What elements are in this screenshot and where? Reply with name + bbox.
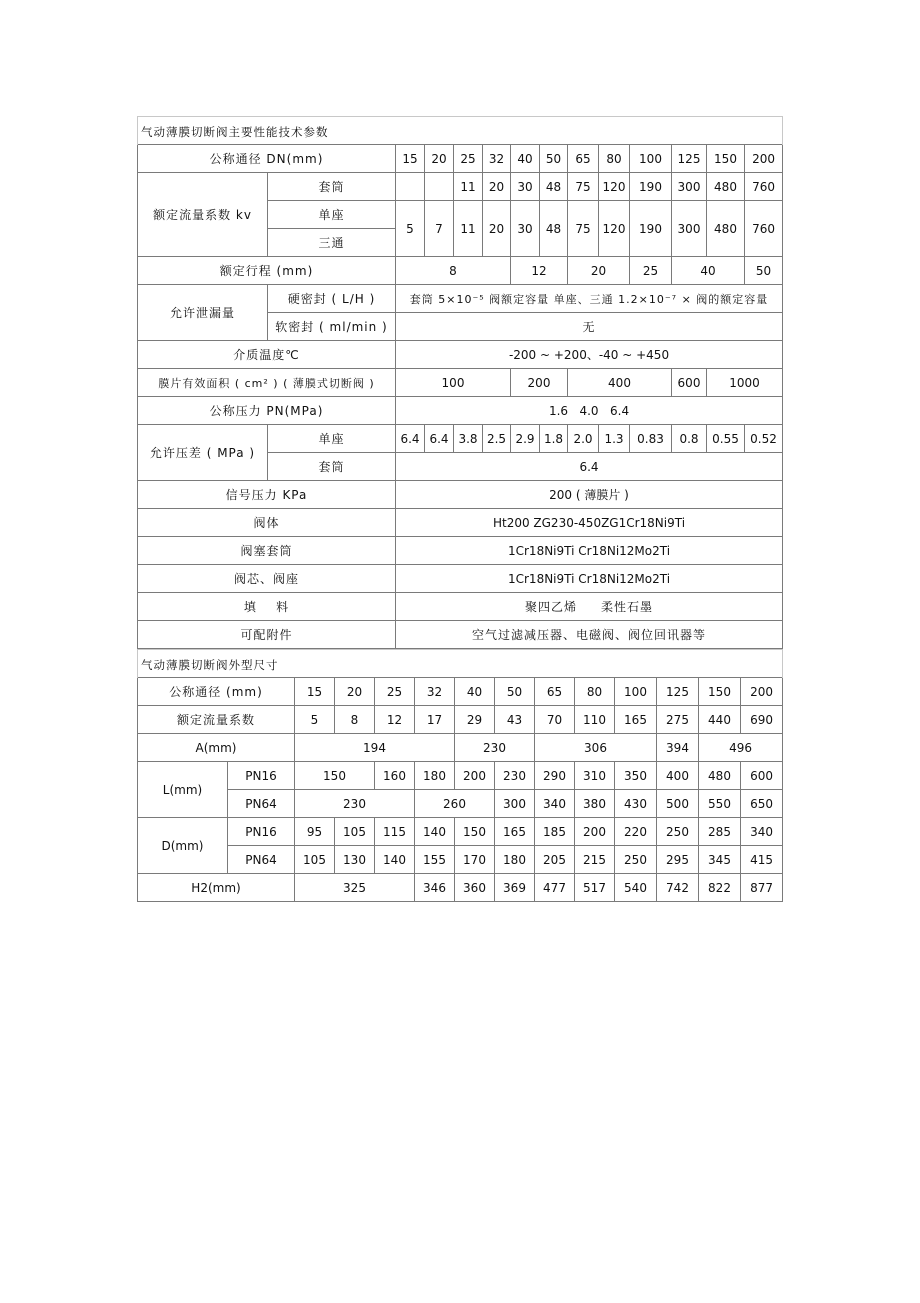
kv-cell [425, 173, 454, 201]
dim-d-cell: 340 [741, 818, 783, 846]
signal-row [138, 481, 783, 509]
pn-value: 1.6 4.0 6.4 [396, 397, 783, 425]
dim-d-cell: 205 [535, 846, 575, 874]
kv-cell: 75 [568, 173, 599, 201]
dp-single-row [138, 425, 783, 453]
dim-kv-cell: 43 [495, 706, 535, 734]
dn-cell: 50 [540, 145, 568, 173]
document-sheet [137, 116, 782, 902]
dim-d-cell: 105 [295, 846, 335, 874]
dim-a-cell: 306 [535, 734, 657, 762]
dp-cell: 0.55 [707, 425, 745, 453]
dim-d-cell: 415 [741, 846, 783, 874]
dim-a-label: A(mm) [138, 734, 295, 762]
dim-dn-cell: 80 [575, 678, 615, 706]
kv-cell [396, 173, 425, 201]
kv-cell: 300 [672, 173, 707, 201]
dim-d-pn16-row [138, 818, 783, 846]
stroke-cell: 12 [511, 257, 568, 285]
area-cell: 100 [396, 369, 511, 397]
area-cell: 1000 [707, 369, 783, 397]
dim-d-cell: 185 [535, 818, 575, 846]
dim-d-pn64-label: PN64 [228, 846, 295, 874]
accessory-row [138, 621, 783, 649]
kv-sleeve-label: 套筒 [268, 173, 396, 201]
kv-cell: 120 [599, 173, 630, 201]
dim-h2-cell: 369 [495, 874, 535, 902]
dim-kv-cell: 5 [295, 706, 335, 734]
area-cell: 600 [672, 369, 707, 397]
leak-hard-row [138, 285, 783, 313]
stroke-cell: 25 [630, 257, 672, 285]
dn-cell: 100 [630, 145, 672, 173]
stroke-label: 额定行程 (mm) [138, 257, 396, 285]
dn-cell: 32 [483, 145, 511, 173]
dim-dn-row [138, 678, 783, 706]
dn-cell: 80 [599, 145, 630, 173]
dim-h2-cell: 877 [741, 874, 783, 902]
dim-d-cell: 130 [335, 846, 375, 874]
stroke-cell: 20 [568, 257, 630, 285]
dim-l-pn64-row [138, 790, 783, 818]
dim-kv-cell: 690 [741, 706, 783, 734]
dp-cell: 0.8 [672, 425, 707, 453]
dim-dn-cell: 200 [741, 678, 783, 706]
dim-dn-cell: 15 [295, 678, 335, 706]
dim-l-cell: 290 [535, 762, 575, 790]
dim-d-pn64-row [138, 846, 783, 874]
dn-cell: 200 [745, 145, 783, 173]
dim-kv-label: 额定流量系数 [138, 706, 295, 734]
dim-dn-cell: 150 [699, 678, 741, 706]
kv-cell: 760 [745, 201, 783, 257]
dim-d-pn16-label: PN16 [228, 818, 295, 846]
kv-sleeve-row [138, 173, 783, 201]
dp-cell: 6.4 [396, 425, 425, 453]
dim-l-pn16-label: PN16 [228, 762, 295, 790]
dim-a-cell: 230 [455, 734, 535, 762]
dp-cell: 0.52 [745, 425, 783, 453]
dim-d-cell: 215 [575, 846, 615, 874]
kv-cell: 75 [568, 201, 599, 257]
dim-h2-cell: 517 [575, 874, 615, 902]
dn-cell: 15 [396, 145, 425, 173]
dim-l-cell: 430 [615, 790, 657, 818]
kv-cell: 120 [599, 201, 630, 257]
dn-cell: 65 [568, 145, 599, 173]
area-cell: 200 [511, 369, 568, 397]
dim-kv-cell: 70 [535, 706, 575, 734]
pn-label: 公称压力 PN(MPa) [138, 397, 396, 425]
dim-d-cell: 200 [575, 818, 615, 846]
dim-d-label: D(mm) [138, 818, 228, 874]
dim-a-row [138, 734, 783, 762]
dp-sleeve-value: 6.4 [396, 453, 783, 481]
kv-cell: 20 [483, 173, 511, 201]
dim-l-cell: 230 [295, 790, 415, 818]
dim-kv-cell: 17 [415, 706, 455, 734]
accessory-value: 空气过滤减压器、电磁阀、阀位回讯器等 [396, 621, 783, 649]
area-label: 膜片有效面积 ( cm² ) ( 薄膜式切断阀 ) [138, 369, 396, 397]
dim-dn-cell: 20 [335, 678, 375, 706]
dim-d-cell: 115 [375, 818, 415, 846]
dim-l-cell: 340 [535, 790, 575, 818]
leak-soft-label: 软密封 ( ml/min ) [268, 313, 396, 341]
dim-l-cell: 180 [415, 762, 455, 790]
dim-l-label: L(mm) [138, 762, 228, 818]
kv-single-label: 单座 [268, 201, 396, 229]
kv-cell: 48 [540, 173, 568, 201]
table2-title: 气动薄膜切断阀外型尺寸 [138, 650, 783, 678]
dim-h2-cell: 360 [455, 874, 495, 902]
dim-l-cell: 350 [615, 762, 657, 790]
dim-dn-cell: 40 [455, 678, 495, 706]
dim-h2-row [138, 874, 783, 902]
dimension-table [137, 649, 783, 902]
stroke-cell: 40 [672, 257, 745, 285]
dim-l-pn64-label: PN64 [228, 790, 295, 818]
dp-cell: 0.83 [630, 425, 672, 453]
dim-d-cell: 170 [455, 846, 495, 874]
pn-row [138, 397, 783, 425]
dn-cell: 150 [707, 145, 745, 173]
dp-cell: 1.3 [599, 425, 630, 453]
core-seat-row [138, 565, 783, 593]
core-seat-value: 1Cr18Ni9Ti Cr18Ni12Mo2Ti [396, 565, 783, 593]
leak-hard-value: 套筒 5×10⁻⁵ 阀额定容量 单座、三通 1.2×10⁻⁷ × 阀的额定容量 [396, 285, 783, 313]
dim-dn-cell: 32 [415, 678, 455, 706]
signal-label: 信号压力 KPa [138, 481, 396, 509]
body-label: 阀体 [138, 509, 396, 537]
dp-sleeve-label: 套筒 [268, 453, 396, 481]
body-value: Ht200 ZG230-450ZG1Cr18Ni9Ti [396, 509, 783, 537]
dim-a-cell: 194 [295, 734, 455, 762]
performance-table [137, 116, 783, 649]
dim-a-cell: 496 [699, 734, 783, 762]
temp-row [138, 341, 783, 369]
dim-l-cell: 380 [575, 790, 615, 818]
kv-cell: 11 [454, 173, 483, 201]
dim-kv-cell: 8 [335, 706, 375, 734]
leak-label: 允许泄漏量 [138, 285, 268, 341]
kv-cell: 760 [745, 173, 783, 201]
kv-three-label: 三通 [268, 229, 396, 257]
kv-cell: 5 [396, 201, 425, 257]
dim-a-cell: 394 [657, 734, 699, 762]
kv-cell: 11 [454, 201, 483, 257]
dn-cell: 40 [511, 145, 540, 173]
kv-cell: 480 [707, 201, 745, 257]
dn-row [138, 145, 783, 173]
dim-l-cell: 480 [699, 762, 741, 790]
dp-cell: 2.9 [511, 425, 540, 453]
dp-cell: 2.0 [568, 425, 599, 453]
table1-title: 气动薄膜切断阀主要性能技术参数 [138, 117, 783, 145]
dim-d-cell: 140 [375, 846, 415, 874]
dim-h2-label: H2(mm) [138, 874, 295, 902]
leak-soft-value: 无 [396, 313, 783, 341]
dim-kv-cell: 165 [615, 706, 657, 734]
stroke-cell: 50 [745, 257, 783, 285]
plug-sleeve-value: 1Cr18Ni9Ti Cr18Ni12Mo2Ti [396, 537, 783, 565]
dim-kv-cell: 29 [455, 706, 495, 734]
kv-cell: 48 [540, 201, 568, 257]
dim-l-cell: 500 [657, 790, 699, 818]
dp-cell: 3.8 [454, 425, 483, 453]
body-row [138, 509, 783, 537]
dim-h2-cell: 540 [615, 874, 657, 902]
dim-dn-cell: 65 [535, 678, 575, 706]
dim-dn-cell: 50 [495, 678, 535, 706]
dim-l-cell: 600 [741, 762, 783, 790]
dim-d-cell: 180 [495, 846, 535, 874]
dim-d-cell: 155 [415, 846, 455, 874]
dp-label: 允许压差 ( MPa ) [138, 425, 268, 481]
core-seat-label: 阀芯、阀座 [138, 565, 396, 593]
dim-h2-cell: 325 [295, 874, 415, 902]
dp-cell: 1.8 [540, 425, 568, 453]
dim-dn-cell: 125 [657, 678, 699, 706]
dim-dn-cell: 100 [615, 678, 657, 706]
accessory-label: 可配附件 [138, 621, 396, 649]
packing-value: 聚四乙烯 柔性石墨 [396, 593, 783, 621]
dim-kv-cell: 110 [575, 706, 615, 734]
dim-h2-cell: 822 [699, 874, 741, 902]
dim-dn-cell: 25 [375, 678, 415, 706]
dim-l-cell: 650 [741, 790, 783, 818]
dn-cell: 20 [425, 145, 454, 173]
dim-d-cell: 220 [615, 818, 657, 846]
dim-l-cell: 300 [495, 790, 535, 818]
dim-h2-cell: 477 [535, 874, 575, 902]
dn-label: 公称通径 DN(mm) [138, 145, 396, 173]
dim-d-cell: 295 [657, 846, 699, 874]
dn-cell: 125 [672, 145, 707, 173]
kv-cell: 30 [511, 201, 540, 257]
dim-h2-cell: 346 [415, 874, 455, 902]
dim-l-cell: 200 [455, 762, 495, 790]
dim-h2-cell: 742 [657, 874, 699, 902]
dn-cell: 25 [454, 145, 483, 173]
dp-single-label: 单座 [268, 425, 396, 453]
dim-l-cell: 160 [375, 762, 415, 790]
dp-cell: 2.5 [483, 425, 511, 453]
packing-label: 填 料 [138, 593, 396, 621]
kv-cell: 190 [630, 201, 672, 257]
dim-l-cell: 310 [575, 762, 615, 790]
dim-l-pn16-row [138, 762, 783, 790]
dim-l-cell: 150 [295, 762, 375, 790]
kv-cell: 300 [672, 201, 707, 257]
dim-d-cell: 285 [699, 818, 741, 846]
dim-kv-row [138, 706, 783, 734]
temp-value: -200 ~ +200、-40 ~ +450 [396, 341, 783, 369]
stroke-row [138, 257, 783, 285]
dim-kv-cell: 275 [657, 706, 699, 734]
area-cell: 400 [568, 369, 672, 397]
leak-hard-label: 硬密封 ( L/H ) [268, 285, 396, 313]
dim-d-cell: 105 [335, 818, 375, 846]
dim-l-cell: 550 [699, 790, 741, 818]
stroke-cell: 8 [396, 257, 511, 285]
plug-sleeve-label: 阀塞套筒 [138, 537, 396, 565]
dim-d-cell: 140 [415, 818, 455, 846]
kv-cell: 20 [483, 201, 511, 257]
dp-cell: 6.4 [425, 425, 454, 453]
dim-d-cell: 95 [295, 818, 335, 846]
dim-l-cell: 230 [495, 762, 535, 790]
kv-cell: 30 [511, 173, 540, 201]
dim-kv-cell: 12 [375, 706, 415, 734]
area-row [138, 369, 783, 397]
dim-d-cell: 345 [699, 846, 741, 874]
dim-dn-label: 公称通径 (mm) [138, 678, 295, 706]
kv-cell: 7 [425, 201, 454, 257]
dim-l-cell: 400 [657, 762, 699, 790]
kv-cell: 190 [630, 173, 672, 201]
plug-sleeve-row [138, 537, 783, 565]
dim-d-cell: 150 [455, 818, 495, 846]
temp-label: 介质温度℃ [138, 341, 396, 369]
packing-row [138, 593, 783, 621]
dim-kv-cell: 440 [699, 706, 741, 734]
dim-l-cell: 260 [415, 790, 495, 818]
kv-cell: 480 [707, 173, 745, 201]
dim-d-cell: 165 [495, 818, 535, 846]
dim-d-cell: 250 [657, 818, 699, 846]
dim-d-cell: 250 [615, 846, 657, 874]
kv-label: 额定流量系数 kv [138, 173, 268, 257]
signal-value: 200 ( 薄膜片 ) [396, 481, 783, 509]
